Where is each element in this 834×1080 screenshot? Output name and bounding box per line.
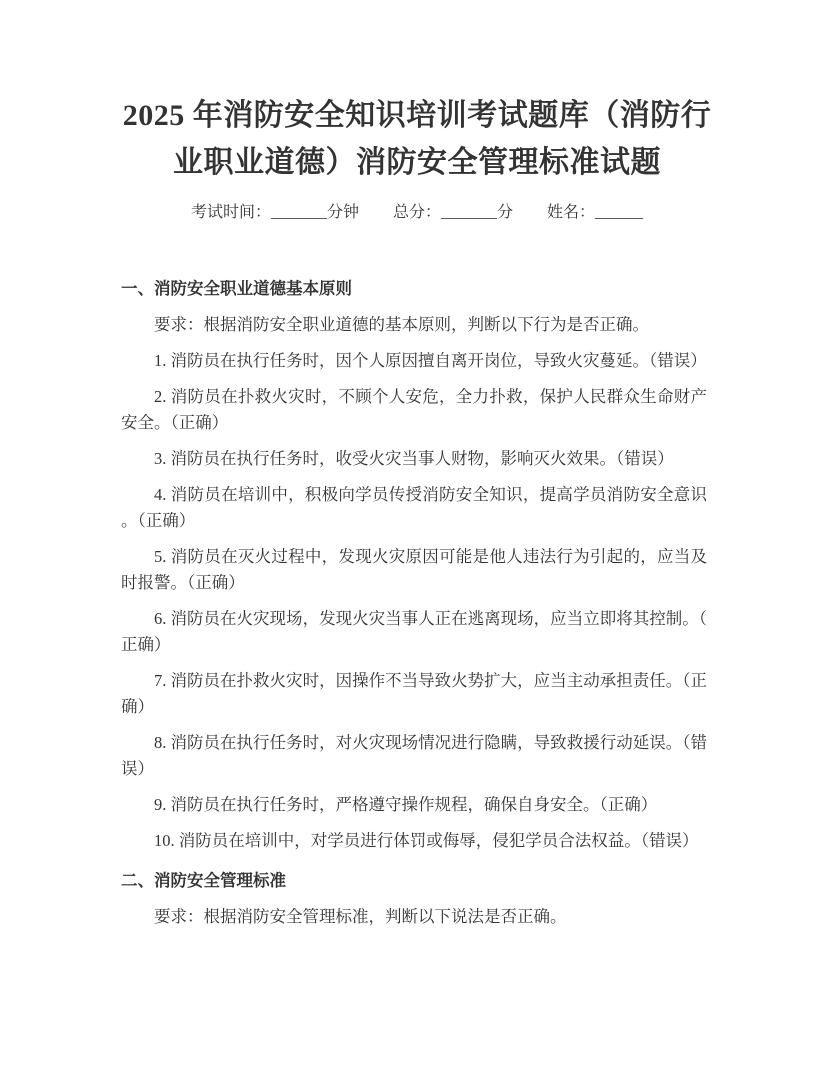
question-item-4: 4. 消防员在培训中，积极向学员传授消防安全知识，提高学员消防安全意识。（正确） xyxy=(121,485,707,530)
document-body xyxy=(121,276,707,930)
section-1-heading: 一、消防安全职业道德基本原则 xyxy=(121,279,352,298)
name-field: 姓名：______ xyxy=(547,204,644,221)
section-2-requirement: 要求：根据消防安全管理标准，判断以下说法是否正确。 xyxy=(154,907,567,926)
question-item-5: 5. 消防员在灭火过程中，发现火灾原因可能是他人违法行为引起的，应当及时报警。（正确） xyxy=(121,547,707,592)
question-item-8: 8. 消防员在执行任务时，对火灾现场情况进行隐瞒，导致救援行动延误。（错误） xyxy=(121,733,707,778)
question-item-1: 1. 消防员在执行任务时，因个人原因擅自离开岗位，导致火灾蔓延。（错误） xyxy=(154,351,707,370)
question-item-2: 2. 消防员在扑救火灾时，不顾个人安危，全力扑救，保护人民群众生命财产安全。（正确） xyxy=(121,387,707,432)
section-2-heading: 二、消防安全管理标准 xyxy=(121,871,286,890)
total-score-field: 总分：_______分 xyxy=(392,204,513,221)
question-item-7: 7. 消防员在扑救火灾时，因操作不当导致火势扩大，应当主动承担责任。（正确） xyxy=(121,671,707,716)
question-item-3: 3. 消防员在执行任务时，收受火灾当事人财物，影响灭火效果。（错误） xyxy=(154,449,674,468)
exam-meta-row xyxy=(0,202,834,224)
question-item-9: 9. 消防员在执行任务时，严格遵守操作规程，确保自身安全。（正确） xyxy=(154,795,658,814)
document-title-line-1: 2025 年消防安全知识培训考试题库（消防行 xyxy=(122,99,712,132)
exam-time-field: 考试时间：_______分钟 xyxy=(190,204,359,221)
section-1-requirement: 要求：根据消防安全职业道德的基本原则，判断以下行为是否正确。 xyxy=(154,315,649,334)
document-title-line-2: 业职业道德）消防安全管理标准试题 xyxy=(173,146,661,179)
question-item-6: 6. 消防员在火灾现场，发现火灾当事人正在逃离现场，应当立即将其控制。（正确） xyxy=(121,609,707,654)
question-item-10: 10. 消防员在培训中，对学员进行体罚或侮辱，侵犯学员合法权益。（错误） xyxy=(154,831,699,850)
